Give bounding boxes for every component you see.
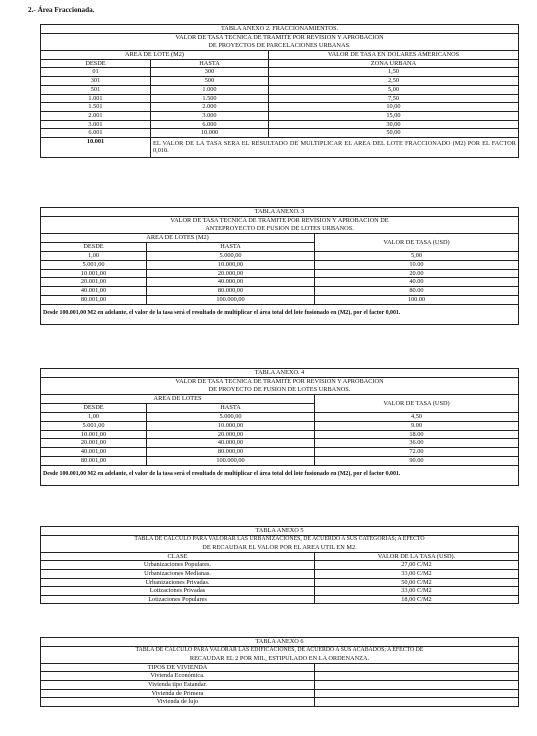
cell-clase: Lotizaciones Populares xyxy=(41,595,315,604)
table-row xyxy=(41,430,519,439)
cell-valor: 30,00 xyxy=(269,120,519,129)
cell-hasta: 20.000,00 xyxy=(147,430,315,439)
cell-desde: 10.001,00 xyxy=(41,430,147,439)
cell-tipo: Vivienda de lujo xyxy=(41,698,315,707)
table-title: TABLA ANEXO 6 xyxy=(41,638,519,647)
cell-desde: 5.001,00 xyxy=(41,260,147,269)
cell-hasta: 40.000,00 xyxy=(147,278,315,287)
table-row xyxy=(41,111,519,120)
cell-desde: 40.001,00 xyxy=(41,287,147,296)
cell-valor: 72.00 xyxy=(315,448,519,457)
cell-hasta: 500 xyxy=(151,77,269,86)
cell-desde: 80.001,00 xyxy=(41,295,147,304)
cell-hasta: 100.000,00 xyxy=(147,295,315,304)
cell-valor: 9.00 xyxy=(315,421,519,430)
cell-tipo: Vivienda Económica. xyxy=(41,672,315,681)
table-subtitle: DE PROYECTOS DE PARCELACIONES URBANAS. xyxy=(41,42,519,51)
cell-hasta: 10.000 xyxy=(151,129,269,138)
cell-desde: 1,00 xyxy=(41,251,147,260)
column-header-hasta: HASTA xyxy=(147,404,315,413)
column-group-tasa: VALOR DE TASA EN DOLARES AMERICANOS xyxy=(269,51,519,60)
table-anexo-5 xyxy=(40,526,519,604)
column-group-area: AREA DE LOTES xyxy=(41,395,315,404)
cell-hasta: 10.000,00 xyxy=(147,421,315,430)
cell-hasta: 10.000,00 xyxy=(147,260,315,269)
cell-tipo: Vivienda de Primera xyxy=(41,689,315,698)
table-row xyxy=(41,672,519,681)
cell-tipo: Vivienda tipo Estandar. xyxy=(41,680,315,689)
table-row xyxy=(41,68,519,77)
cell-desde: 10.001,00 xyxy=(41,269,147,278)
table-subtitle: RECAUDAR EL 2 POR MIL, ESTIPULADO EN LA ORDENANZA. xyxy=(41,655,519,664)
table-note: Desde 100.001,00 M2 en adelante, el valor de la tasa será el resultado de multiplicar el área total del lote fusionado en (M2), por el factor 0,001. xyxy=(41,465,519,485)
cell-valor: 100.00 xyxy=(315,295,519,304)
table-row xyxy=(41,680,519,689)
table-note: Desde 100.001,00 M2 en adelante, el valor de la tasa será el resultado de multiplicar el área total del lote fusionado en (M2), por el factor 0,001. xyxy=(41,304,519,324)
cell-desde: 40.001,00 xyxy=(41,448,147,457)
cell-valor: 15,00 xyxy=(269,111,519,120)
column-header-desde: DESDE xyxy=(41,243,147,252)
table-row xyxy=(41,421,519,430)
column-group-area: AREA DE LOTE (M2) xyxy=(41,51,269,60)
empty-cell xyxy=(315,698,519,707)
table-row xyxy=(41,85,519,94)
table-row xyxy=(41,595,519,604)
table-anexo-6 xyxy=(40,637,519,707)
cell-clase: Urbanizaciones Medianas. xyxy=(41,569,315,578)
table-row xyxy=(41,412,519,421)
cell-valor: 2,50 xyxy=(269,77,519,86)
cell-hasta: 3.000 xyxy=(151,111,269,120)
cell-valor: 5,00 xyxy=(315,251,519,260)
cell-valor: 1,50 xyxy=(269,68,519,77)
cell-desde: 1.001 xyxy=(41,94,151,103)
table-row xyxy=(41,269,519,278)
cell-desde: 301 xyxy=(41,77,151,86)
cell-desde: 1.501 xyxy=(41,103,151,112)
cell-valor: 5,00 xyxy=(269,85,519,94)
cell-hasta: 2.000 xyxy=(151,103,269,112)
cell-desde: 80.001,00 xyxy=(41,456,147,465)
cell-desde: 6.001 xyxy=(41,129,151,138)
cell-desde: 20.001,00 xyxy=(41,439,147,448)
cell-hasta: 5.000,00 xyxy=(147,251,315,260)
table-row xyxy=(41,120,519,129)
table-subtitle: TABLA DE CALCULO PARA VALORAR LAS URBANIZACIONES, DE ACUERDO A SUS CATEGORIAS; A EFECTO xyxy=(41,535,519,544)
empty-cell xyxy=(315,680,519,689)
table-title: TABLA ANEXO. 3 xyxy=(41,208,519,217)
table-row xyxy=(41,137,519,157)
cell-valor: 4,50 xyxy=(315,412,519,421)
table-row xyxy=(41,698,519,707)
table-anexo-4 xyxy=(40,368,519,486)
column-header-valor: VALOR DE LA TASA (USD). xyxy=(315,552,519,561)
table-subtitle: TABLA DE CALCULO PARA VALORAR LAS EDIFICACIONES, DE ACUERDO A SUS ACABADOS; A EFECTO DE xyxy=(41,646,519,655)
column-header-clase: CLASE xyxy=(41,552,315,561)
cell-desde: 5.001,00 xyxy=(41,421,147,430)
table-row xyxy=(41,251,519,260)
table-anexo-2 xyxy=(40,24,519,158)
table-subtitle: VALOR DE TASA TECNICA DE TRAMITE POR REVISION Y APROBACION DE xyxy=(41,216,519,225)
cell-valor: 33,00 C/M2 xyxy=(315,587,519,596)
cell-clase: Urbanizaciones Populares. xyxy=(41,561,315,570)
table-subtitle: VALOR DE TASA TECNICA DE TRAMITE POR REVISION Y APROBACION xyxy=(41,377,519,386)
table-row xyxy=(41,448,519,457)
cell-valor: 7,50 xyxy=(269,94,519,103)
cell-valor: 50,00 C/M2 xyxy=(315,578,519,587)
cell-hasta: 5.000,00 xyxy=(147,412,315,421)
table-row xyxy=(41,587,519,596)
table-row xyxy=(41,287,519,296)
cell-clase: Urbanizaciones Privadas. xyxy=(41,578,315,587)
column-header-desde: DESDE xyxy=(41,404,147,413)
table-title: TABLA ANEXO 5 xyxy=(41,527,519,536)
table-row xyxy=(41,689,519,698)
table-row xyxy=(41,456,519,465)
table-row xyxy=(41,260,519,269)
section-heading: 2.- Área Fraccionada. xyxy=(28,6,95,14)
cell-desde: 10.001 xyxy=(41,137,151,157)
table-row xyxy=(41,94,519,103)
column-header-zona-urbana: ZONA URBANA xyxy=(269,59,519,68)
table-subtitle: ANTEPROYECTO DE FUSION DE LOTES URBANOS. xyxy=(41,225,519,234)
cell-valor: 40.00 xyxy=(315,278,519,287)
table-row xyxy=(41,295,519,304)
table-row xyxy=(41,278,519,287)
table-row xyxy=(41,569,519,578)
cell-desde: 01 xyxy=(41,68,151,77)
table-row xyxy=(41,578,519,587)
cell-valor: 10.00 xyxy=(315,260,519,269)
cell-valor: 80.00 xyxy=(315,287,519,296)
cell-hasta: 80.000,00 xyxy=(147,448,315,457)
cell-valor: 10,00 xyxy=(269,103,519,112)
table-row xyxy=(41,561,519,570)
cell-hasta: 20.000,00 xyxy=(147,269,315,278)
empty-cell xyxy=(315,663,519,672)
cell-valor: 33,00 C/M2 xyxy=(315,569,519,578)
cell-valor: 18.00 xyxy=(315,430,519,439)
table-anexo-3 xyxy=(40,207,519,325)
cell-hasta: 6.000 xyxy=(151,120,269,129)
cell-hasta: 1.500 xyxy=(151,94,269,103)
cell-hasta: 300 xyxy=(151,68,269,77)
cell-desde: 3.001 xyxy=(41,120,151,129)
column-header-valor: VALOR DE TASA (USD) xyxy=(315,395,519,413)
cell-clase: Lotizaciones Privadas xyxy=(41,587,315,596)
table-row xyxy=(41,129,519,138)
cell-valor: 36.00 xyxy=(315,439,519,448)
cell-valor: 90.00 xyxy=(315,456,519,465)
cell-formula-note: EL VALOR DE LA TASA SERA EL RESULTADO DE MULTIPLICAR EL AREA DEL LOTE FRACCIONADO (M2) POR EL FACTOR 0,010. xyxy=(151,137,519,157)
column-header-hasta: HASTA xyxy=(147,243,315,252)
cell-valor: 20.00 xyxy=(315,269,519,278)
cell-hasta: 80.000,00 xyxy=(147,287,315,296)
cell-hasta: 100.000,00 xyxy=(147,456,315,465)
empty-cell xyxy=(315,689,519,698)
column-header-desde: DESDE xyxy=(41,59,151,68)
cell-valor: 50,00 xyxy=(269,129,519,138)
cell-valor: 18,00 C/M2 xyxy=(315,595,519,604)
table-row xyxy=(41,103,519,112)
table-row xyxy=(41,439,519,448)
column-header-valor: VALOR DE TASA (USD) xyxy=(315,234,519,252)
column-header-tipos: TIPOS DE VIVIENDA xyxy=(41,663,315,672)
table-subtitle: DE PROYECTO DE FUSION DE LOTES URBANOS. xyxy=(41,386,519,395)
column-header-hasta: HASTA xyxy=(151,59,269,68)
column-group-area: AREA DE LOTES (M2) xyxy=(41,234,315,243)
table-subtitle: VALOR DE TASA TECNICA DE TRAMITE POR REVISION Y APROBACION xyxy=(41,33,519,42)
cell-hasta: 1.000 xyxy=(151,85,269,94)
table-row xyxy=(41,77,519,86)
cell-desde: 1,00 xyxy=(41,412,147,421)
table-subtitle: DE RECAUDAR EL VALOR POR EL AREA UTIL EN M2. xyxy=(41,544,519,553)
cell-desde: 501 xyxy=(41,85,151,94)
cell-valor: 27,00 C/M2 xyxy=(315,561,519,570)
empty-cell xyxy=(315,672,519,681)
cell-hasta: 40.000,00 xyxy=(147,439,315,448)
cell-desde: 20.001,00 xyxy=(41,278,147,287)
cell-desde: 2.001 xyxy=(41,111,151,120)
table-title: TABLA ANEXO. 4 xyxy=(41,369,519,378)
table-title: TABLA ANEXO 2. FRACCIONAMIENTOS. xyxy=(41,25,519,34)
